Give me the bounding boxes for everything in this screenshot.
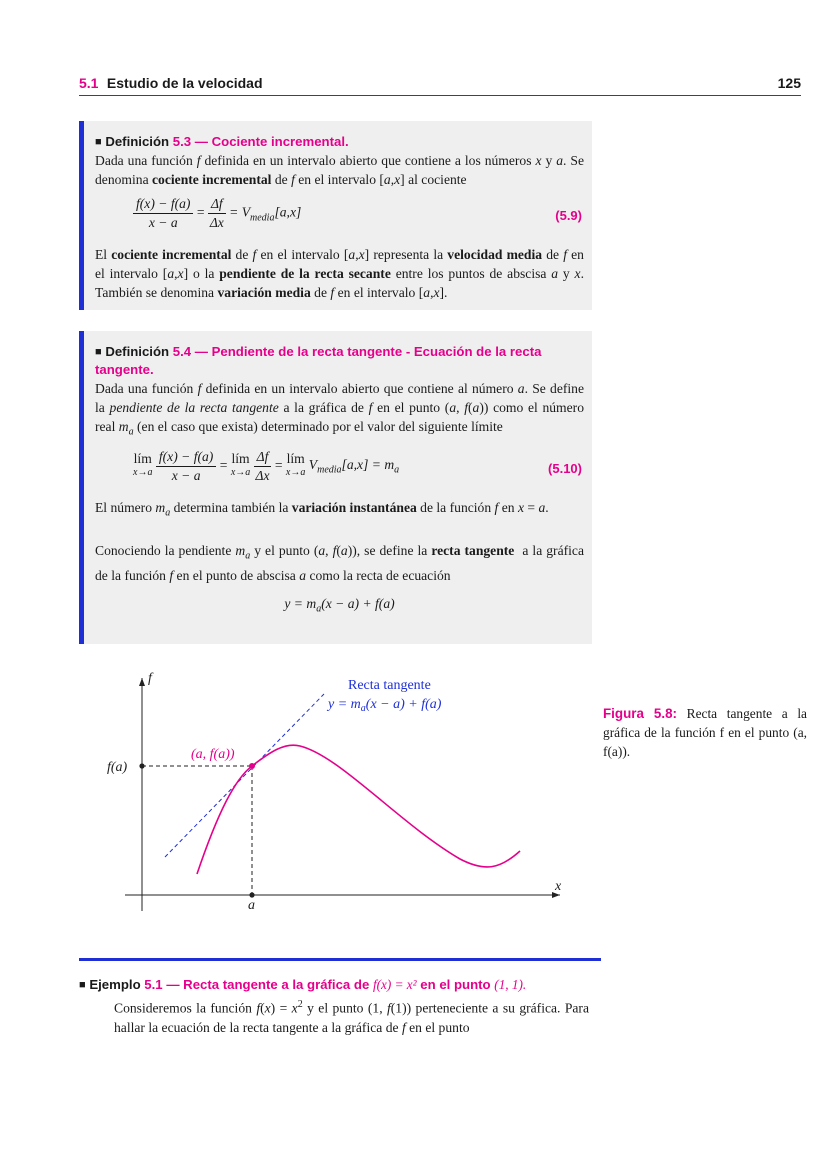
definition-label: Definición xyxy=(105,134,170,149)
example-title-a: — Recta tangente a la gráfica de xyxy=(166,977,370,992)
definition-number: 5.3 xyxy=(172,134,192,149)
definition-label: Definición xyxy=(105,344,170,359)
function-curve xyxy=(197,745,520,874)
x-axis-label: x xyxy=(555,879,562,894)
example-title-b: en el punto xyxy=(420,977,491,992)
fa-tick-label: f(a) xyxy=(107,760,128,775)
example-title-math-2: (1, 1). xyxy=(494,977,527,992)
y-axis-arrow xyxy=(139,678,145,686)
fraction-delta: $\frac{\Delta f}{\Delta x}$ xyxy=(209,196,224,230)
example-title: ■ Ejemplo 5.1 — Recta tangente a la gráfica de f(x) = x² en el punto (1, 1). xyxy=(79,977,527,992)
definition-name: — Cociente incremental. xyxy=(194,134,349,149)
tangent-title-label: Recta tangente xyxy=(348,678,431,693)
example-block xyxy=(79,975,589,1037)
caption-text: Recta tangente a la gráfica de la función f en el punto (a, f(a)). xyxy=(603,706,807,759)
a-tick-point xyxy=(249,892,254,897)
section-title: Estudio de la velocidad xyxy=(106,75,263,91)
example-paragraph: Consideremos la función $f(x) = x^2$ y el punto (1, f(1)) perteneciente a su gráfica. Para hallar la ecuación de la recta tangente a la gráfica de f en el punto xyxy=(114,999,589,1035)
definition-paragraph: El cociente incremental de f en el intervalo [a,x] representa la velocidad media de f en el intervalo [a,x] o la pendiente de la recta secante entre los puntos de abscisa a y x. También se denomina variación media de f en el intervalo [a,x]. xyxy=(95,247,584,300)
tangent-line-equation: $y = m_a(x - a) + f(a)$ xyxy=(284,596,395,615)
caption-label: Figura 5.8: xyxy=(603,706,677,721)
definition-box-5-4 xyxy=(79,331,592,644)
fraction-difference: $\frac{f(x) - f(a)}{x - a}$ xyxy=(133,195,193,232)
tangent-point xyxy=(249,763,255,769)
definition-name: — Pendiente de la recta tangente - Ecuación de la recta tangente. xyxy=(95,344,542,377)
example-title-math-1: f(x) = x² xyxy=(373,977,417,992)
definition-number: 5.4 xyxy=(172,344,192,359)
figure-caption xyxy=(603,704,807,761)
tangent-line-figure xyxy=(100,664,580,919)
equation-5-9: $\frac{f(x) - f(a)}{x - a}$ = $\frac{\Delta f}{\Delta x}$ = $V_{media}[a,x]$ (5.9) xyxy=(95,193,584,239)
running-header xyxy=(79,75,801,96)
tangent-equation-label: $y = m_a(x - a) + f(a)$ xyxy=(328,697,442,714)
equation-number: (5.10) xyxy=(548,460,582,476)
equation-number: (5.9) xyxy=(555,208,582,223)
example-number: 5.1 xyxy=(144,977,163,992)
example-rule xyxy=(79,958,601,961)
definition-paragraph: El número $m_a$ determina también la variación instantánea de la función f en x = a. xyxy=(95,499,549,519)
definition-paragraph: Conociendo la pendiente $m_a$ y el punto (a, f(a)), se define la recta tangente a la gráfica de la función f en el punto de abscisa a como la recta de ecuación xyxy=(95,543,584,584)
tangent-line xyxy=(165,694,324,857)
example-label: Ejemplo xyxy=(89,977,141,992)
a-tick-label: a xyxy=(248,898,255,913)
page-number: 125 xyxy=(777,75,801,91)
definition-box-5-3 xyxy=(79,121,592,310)
figure-svg xyxy=(100,664,580,919)
y-axis-label: f xyxy=(148,671,152,686)
section-number: 5.1 xyxy=(79,75,99,91)
point-label: (a, f(a)) xyxy=(191,747,235,762)
definition-title: ■ Definición 5.4 — Pendiente de la recta tangente - Ecuación de la recta tangente. xyxy=(95,344,542,377)
definition-paragraph: Dada una función f definida en un intervalo abierto que contiene al número a. Se define la pendiente de la recta tangente a la gráfica de f en el punto (a, f(a)) como el número real $m_a$ (en el caso que exista) determinado por el valor del siguiente límite xyxy=(95,381,584,438)
fa-tick-point xyxy=(139,763,144,768)
equation-5-10: lím x→a $\frac{f(x) - f(a)}{x - a}$ = lím x→a $\frac{\Delta f}{\Delta x}$ = lím x→a $V_{media}[a,x] = m_a$ (5.10) xyxy=(133,448,582,483)
definition-paragraph: Dada una función f definida en un intervalo abierto que contiene a los números x y a. Se denomina cociente incremental de f en el intervalo [a,x] al cociente xyxy=(95,153,584,187)
definition-title: ■ Definición 5.3 — Cociente incremental. xyxy=(95,134,349,149)
